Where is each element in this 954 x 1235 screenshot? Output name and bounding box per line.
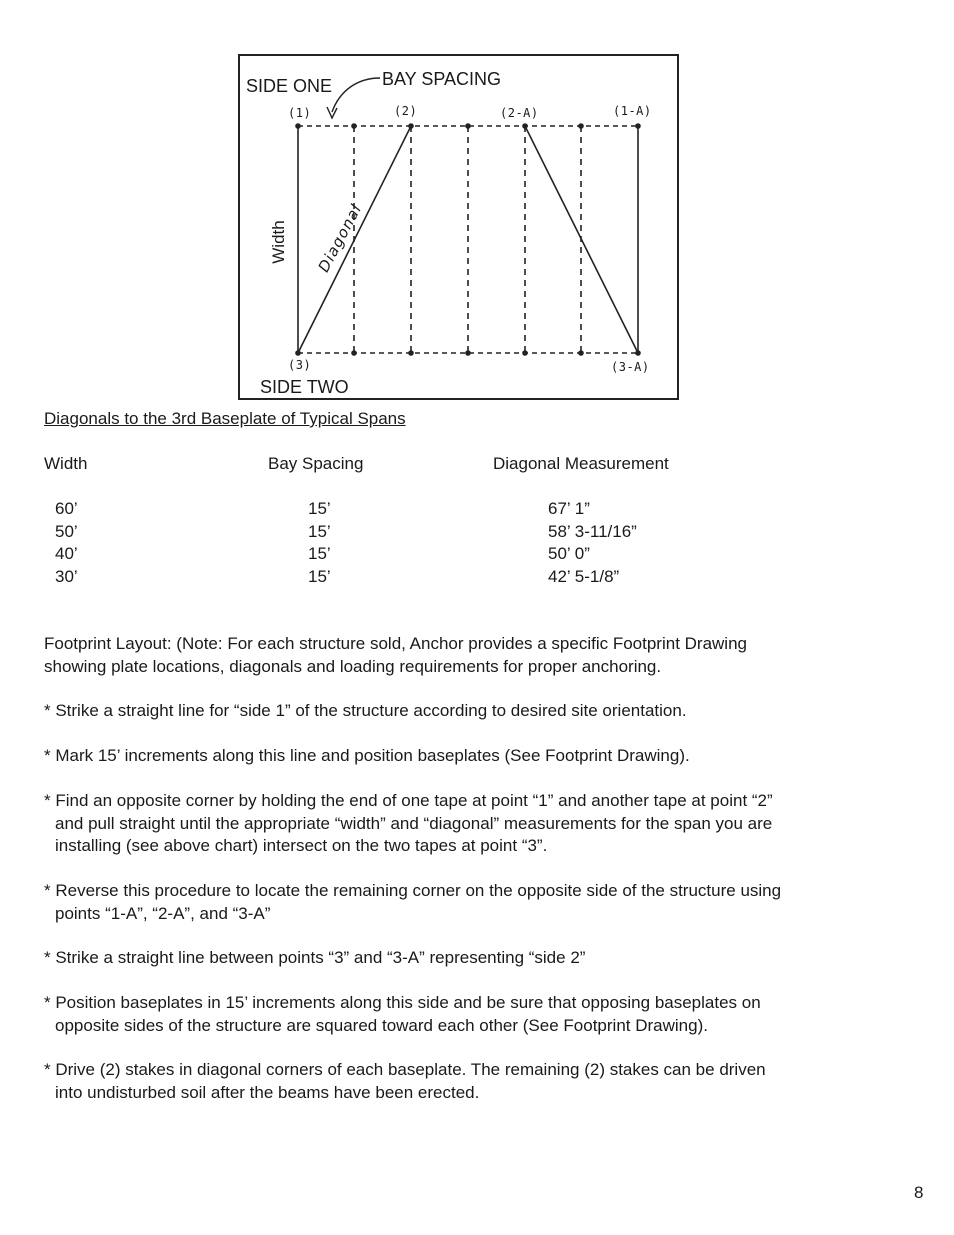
bay-spacing-arrowhead [327,107,337,118]
point-label-2: (2) [394,104,418,118]
instruction-item [44,790,904,858]
instruction-line: * Mark 15’ increments along this line and position baseplates (See Footprint Drawing). [44,746,690,765]
instruction-line: * Find an opposite corner by holding the end of one tape at point “1” and another tape at point “2” [44,791,773,810]
bay-spacing-arrow [332,78,380,112]
table-cell-bay: 15’ [308,522,331,541]
instruction-line: installing (see above chart) intersect on the two tapes at point “3”. [55,836,548,855]
point-label-2a: (2-A) [500,106,539,120]
table-cell-diagonal: 58’ 3-11/16” [548,522,637,541]
instruction-item [44,700,904,723]
instruction-item [44,880,904,925]
width-label: Width [269,220,288,264]
instruction-line: points “1-A”, “2-A”, and “3-A” [55,903,271,923]
table-cell-bay: 15’ [308,567,331,586]
table-cell-width: 30’ [55,567,78,586]
instruction-item [44,745,904,768]
table-header-bay-spacing: Bay Spacing [268,454,364,473]
table-cell-diagonal: 67’ 1” [548,499,590,518]
instruction-line: * Position baseplates in 15’ increments along this side and be sure that opposing baseplates on [44,993,761,1012]
instruction-line: into undisturbed soil after the beams have been erected. [55,1082,480,1102]
intro-line: Footprint Layout: (Note: For each structure sold, Anchor provides a specific Footprint Drawing [44,634,747,653]
table-cell-width: 50’ [55,522,78,541]
table-caption: Diagonals to the 3rd Baseplate of Typical Spans [44,409,406,428]
instruction-line: and pull straight until the appropriate “width” and “diagonal” measurements for the span you are [55,813,773,833]
instruction-line: * Drive (2) stakes in diagonal corners of each baseplate. The remaining (2) stakes can be driven [44,1060,766,1079]
side-two-label: SIDE TWO [260,377,349,397]
point-label-1: (1) [288,106,312,120]
table-cell-diagonal: 42’ 5-1/8” [548,567,620,586]
table-header-diagonal: Diagonal Measurement [493,454,669,473]
intro-line: showing plate locations, diagonals and loading requirements for proper anchoring. [44,656,662,676]
instruction-line: * Reverse this procedure to locate the remaining corner on the opposite side of the structure using [44,881,782,900]
diagonal-label: Diagonal [314,200,366,276]
footprint-intro [44,633,904,678]
page-number: 8 [914,1183,924,1202]
table-cell-width: 40’ [55,544,78,563]
point-label-3a: (3-A) [611,360,650,374]
point-label-3: (3) [288,358,312,372]
instruction-line: opposite sides of the structure are squared toward each other (See Footprint Drawing). [55,1015,708,1035]
instruction-item [44,992,904,1037]
table-cell-diagonal: 50’ 0” [548,544,590,563]
instruction-item [44,1059,904,1104]
instruction-line: * Strike a straight line between points “3” and “3-A” representing “side 2” [44,948,586,967]
table-cell-width: 60’ [55,499,78,518]
instruction-item [44,947,904,970]
point-label-1a: (1-A) [613,104,652,118]
bay-spacing-label: BAY SPACING [382,69,502,89]
instruction-line: * Strike a straight line for “side 1” of the structure according to desired site orientation. [44,701,687,720]
table-cell-bay: 15’ [308,499,331,518]
side-one-label: SIDE ONE [246,76,333,96]
table-header-width: Width [44,454,88,473]
table-cell-bay: 15’ [308,544,331,563]
